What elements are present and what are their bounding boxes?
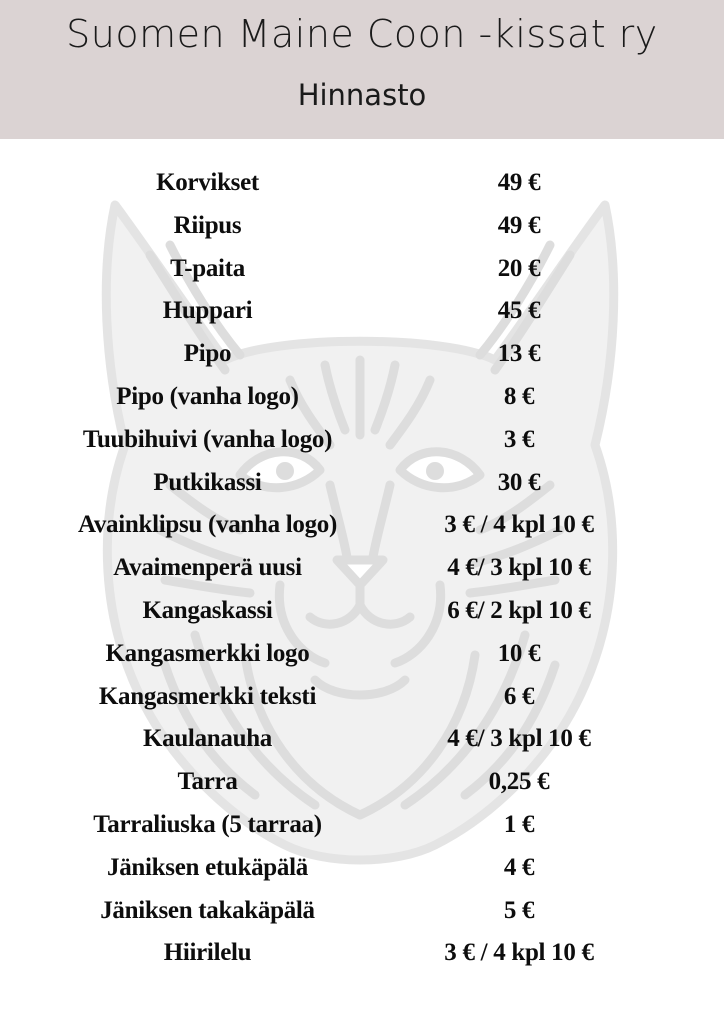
item-price: 4 € bbox=[503, 853, 535, 881]
price-row bbox=[0, 162, 724, 205]
item-price: 45 € bbox=[497, 297, 541, 325]
price-row bbox=[0, 547, 724, 590]
price-row bbox=[0, 290, 724, 333]
item-price: 3 € bbox=[503, 425, 535, 453]
item-price: 6 €/ 2 kpl 10 € bbox=[447, 596, 591, 624]
price-row bbox=[0, 676, 724, 719]
item-price: 5 € bbox=[503, 896, 535, 924]
price-row bbox=[0, 761, 724, 804]
item-name: Pipo bbox=[183, 340, 232, 368]
item-price: 13 € bbox=[497, 340, 541, 368]
price-row bbox=[0, 847, 724, 890]
price-row bbox=[0, 376, 724, 419]
item-price: 49 € bbox=[497, 169, 541, 196]
price-row bbox=[0, 248, 724, 291]
item-name: Korvikset bbox=[156, 169, 259, 196]
item-name: Tarraliuska (5 tarraa) bbox=[93, 810, 322, 838]
price-row bbox=[0, 804, 724, 847]
item-price: 8 € bbox=[503, 382, 535, 410]
price-row bbox=[0, 419, 724, 462]
price-row bbox=[0, 504, 724, 547]
price-row bbox=[0, 633, 724, 676]
item-price: 6 € bbox=[503, 682, 535, 710]
header-banner bbox=[0, 0, 724, 139]
item-name: Avaimenperä uusi bbox=[113, 554, 302, 582]
item-name: Tarra bbox=[177, 768, 238, 796]
item-name: Riipus bbox=[173, 211, 242, 239]
item-price: 10 € bbox=[497, 639, 541, 667]
price-row bbox=[0, 890, 724, 933]
price-row bbox=[0, 932, 724, 975]
item-price: 20 € bbox=[497, 254, 541, 282]
item-name: Huppari bbox=[162, 297, 253, 325]
item-name: Jäniksen etukäpälä bbox=[107, 853, 308, 881]
item-price: 4 €/ 3 kpl 10 € bbox=[447, 554, 591, 582]
item-name: Pipo (vanha logo) bbox=[116, 382, 299, 410]
page-subtitle: Hinnasto bbox=[297, 78, 427, 112]
item-name: T-paita bbox=[170, 254, 245, 282]
price-list bbox=[0, 162, 724, 975]
item-price: 1 € bbox=[503, 810, 535, 838]
item-name: Kangasmerkki logo bbox=[105, 639, 310, 667]
item-price: 3 € / 4 kpl 10 € bbox=[444, 511, 594, 539]
price-row bbox=[0, 333, 724, 376]
price-row bbox=[0, 718, 724, 761]
item-name: Putkikassi bbox=[153, 468, 262, 496]
item-name: Kaulanauha bbox=[142, 725, 272, 753]
item-name: Hiirilelu bbox=[163, 939, 252, 967]
price-row bbox=[0, 590, 724, 633]
item-price: 3 € / 4 kpl 10 € bbox=[444, 939, 594, 967]
item-name: Jäniksen takakäpälä bbox=[100, 896, 315, 924]
page-title: Suomen Maine Coon -kissat ry bbox=[66, 12, 658, 56]
item-name: Kangaskassi bbox=[142, 596, 273, 624]
item-price: 49 € bbox=[497, 211, 541, 239]
price-row bbox=[0, 462, 724, 505]
item-name: Avainklipsu (vanha logo) bbox=[77, 511, 338, 539]
item-price: 4 €/ 3 kpl 10 € bbox=[447, 725, 591, 753]
item-price: 30 € bbox=[497, 468, 541, 496]
item-name: Kangasmerkki teksti bbox=[98, 682, 317, 710]
item-price: 0,25 € bbox=[488, 768, 550, 796]
item-name: Tuubihuivi (vanha logo) bbox=[82, 425, 333, 453]
price-row bbox=[0, 205, 724, 248]
